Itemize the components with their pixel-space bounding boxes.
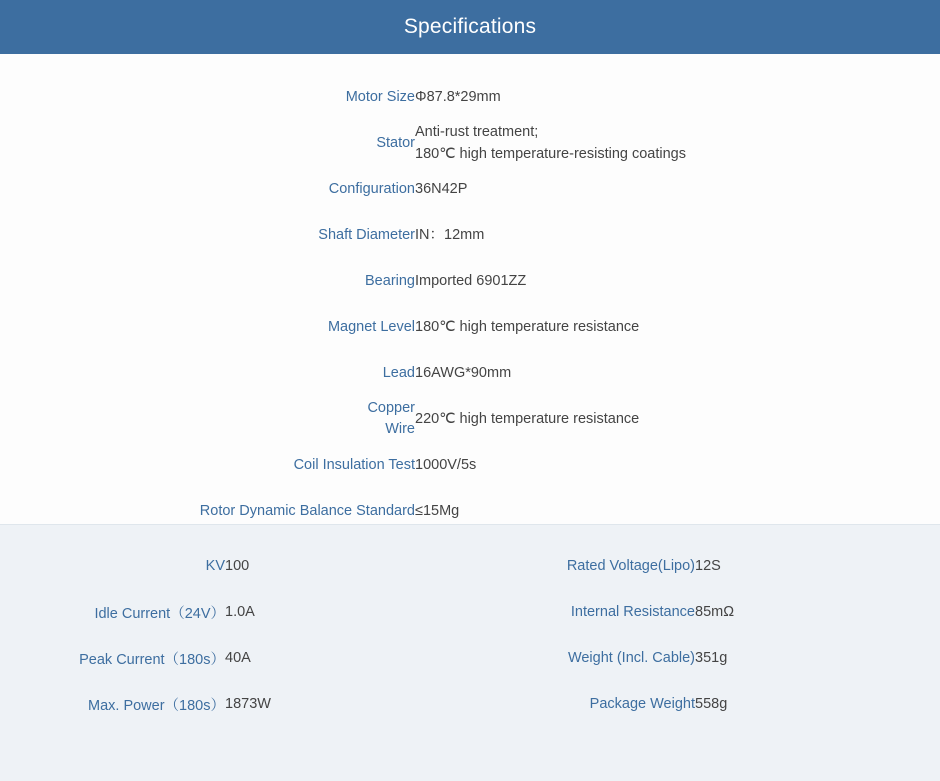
elec-value: 40A	[225, 650, 251, 666]
spec-label	[0, 396, 415, 442]
electrical-spec-section	[0, 525, 940, 781]
spec-label: Lead	[382, 364, 415, 381]
spec-value-line: 1000V/5s	[415, 457, 477, 473]
spec-value-line: Imported 6901ZZ	[415, 273, 527, 289]
elec-label: KV	[205, 558, 225, 574]
table-row	[0, 589, 940, 635]
spec-label: Motor Size	[345, 88, 415, 105]
table-row	[0, 442, 940, 488]
elec-value: 1.0A	[225, 604, 255, 620]
elec-label: Idle Current（24V）	[94, 605, 225, 622]
elec-label: Weight (Incl. Cable)	[567, 650, 695, 666]
spec-value	[415, 120, 940, 166]
spec-value-line: 220℃ high temperature resistance	[415, 411, 640, 427]
elec-value: 100	[225, 558, 250, 574]
elec-label: Max. Power（180s）	[88, 697, 225, 714]
spec-value	[415, 442, 940, 488]
elec-value: 85mΩ	[695, 604, 735, 620]
spec-label-line: Wire	[385, 421, 415, 437]
table-row	[0, 212, 940, 258]
elec-value: 12S	[695, 558, 721, 574]
spec-value-line: Anti-rust treatment;	[415, 124, 539, 140]
elec-value: 351g	[695, 650, 728, 666]
spec-value-line: Φ87.8*29mm	[415, 89, 501, 105]
spec-value	[415, 396, 940, 442]
mechanical-spec-section	[0, 54, 940, 524]
electrical-table	[0, 543, 940, 727]
spec-label: Coil Insulation Test	[293, 456, 415, 473]
spec-value	[415, 350, 940, 396]
table-row	[0, 396, 940, 442]
spec-value	[415, 304, 940, 350]
table-row	[0, 543, 940, 589]
spec-label: Shaft Diameter	[318, 226, 415, 243]
table-row	[0, 74, 940, 120]
elec-value: 558g	[695, 696, 728, 712]
spec-value-line: ≤15Mg	[415, 503, 460, 519]
spec-value	[415, 212, 940, 258]
spec-label-line: Copper	[367, 400, 415, 416]
spec-value-line: 180℃ high temperature-resisting coatings	[415, 146, 686, 162]
table-row	[0, 635, 940, 681]
elec-label: Rated Voltage(Lipo)	[566, 558, 695, 574]
spec-value-line: 16AWG*90mm	[415, 365, 512, 381]
page-title-bar	[0, 0, 940, 54]
spec-value	[415, 166, 940, 212]
elec-label: Peak Current（180s）	[79, 651, 225, 668]
spec-value-line: 180℃ high temperature resistance	[415, 319, 640, 335]
table-row	[0, 350, 940, 396]
page-title: Specifications	[403, 15, 537, 38]
specifications-table	[0, 74, 940, 534]
spec-value-line: IN：12mm	[415, 227, 485, 243]
spec-label: Rotor Dynamic Balance Standard	[199, 502, 415, 519]
elec-value: 1873W	[225, 696, 271, 712]
spec-value-line: 36N42P	[415, 181, 468, 197]
spec-label: Magnet Level	[327, 318, 415, 335]
elec-label: Internal Resistance	[570, 604, 695, 620]
spec-label: Stator	[376, 134, 415, 151]
table-row	[0, 120, 940, 166]
table-row	[0, 304, 940, 350]
table-row	[0, 166, 940, 212]
spec-value	[415, 258, 940, 304]
spec-label: Configuration	[328, 180, 415, 197]
spec-label: Bearing	[365, 272, 415, 289]
spec-value	[415, 74, 940, 120]
elec-label: Package Weight	[589, 696, 695, 712]
table-row	[0, 681, 940, 727]
table-row	[0, 258, 940, 304]
